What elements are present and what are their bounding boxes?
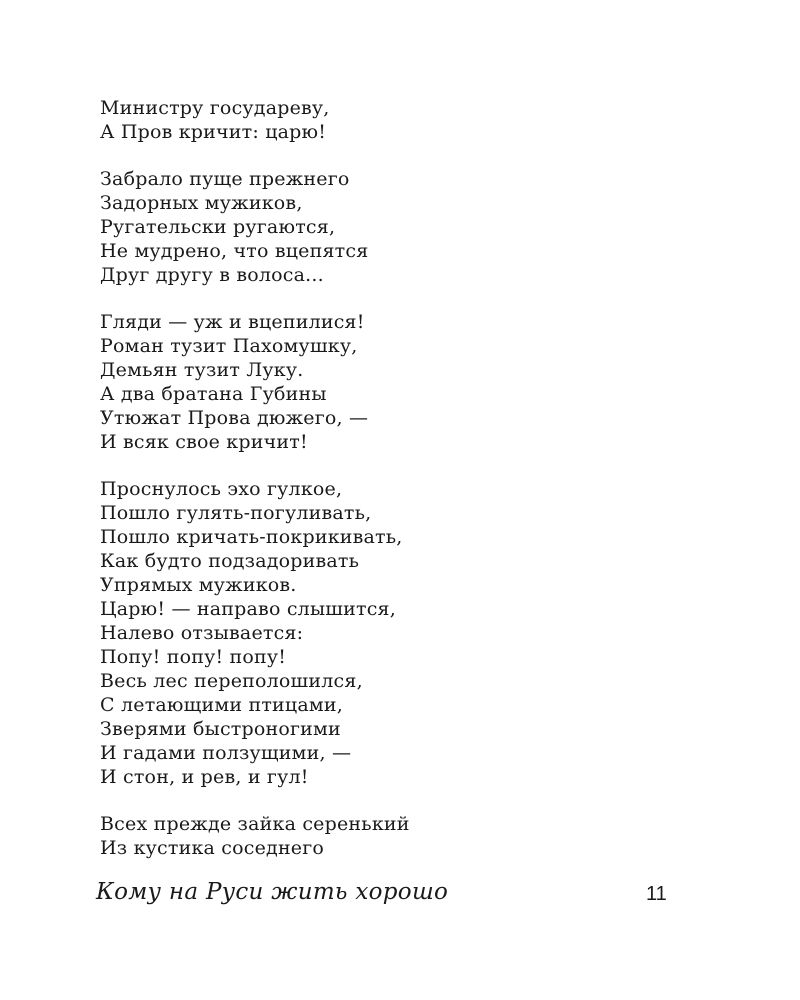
page-number: 11: [646, 883, 667, 905]
poem-text: [100, 96, 720, 883]
poem-line: И гадами ползущими, —: [100, 742, 352, 764]
stanza-5: [100, 812, 720, 860]
poem-line: Пошло гулять-погуливать,: [100, 502, 372, 524]
poem-line: Весь лес переполошился,: [100, 670, 363, 692]
poem-line: Забрало пуще прежнего: [100, 168, 350, 190]
poem-line: Налево отзывается:: [100, 622, 304, 644]
poem-line: Задорных мужиков,: [100, 192, 303, 214]
poem-line: А Пров кричит: царю!: [100, 121, 327, 143]
poem-line: А два братана Губины: [100, 383, 327, 405]
poem-line: Упрямых мужиков.: [100, 574, 297, 596]
poem-line: Как будто подзадоривать: [100, 550, 360, 572]
running-footer-title: Кому на Руси жить хорошо: [96, 879, 449, 905]
stanza-4: [100, 477, 720, 789]
stanza-3: [100, 310, 720, 454]
poem-line: Утюжат Прова дюжего, —: [100, 407, 369, 429]
poem-line: И всяк свое кричит!: [100, 431, 308, 453]
poem-line: Попу! попу! попу!: [100, 646, 287, 668]
poem-line: Друг другу в волоса...: [100, 264, 324, 286]
poem-line: Министру государеву,: [100, 97, 330, 119]
poem-line: Ругательски ругаются,: [100, 216, 336, 238]
poem-line: Зверями быстроногими: [100, 718, 341, 740]
poem-line: Царю! — направо слышится,: [100, 598, 396, 620]
poem-line: И стон, и рев, и гул!: [100, 766, 309, 788]
poem-line: С летающими птицами,: [100, 694, 343, 716]
poem-line: Всех прежде зайка серенький: [100, 813, 410, 835]
poem-line: Проснулось эхо гулкое,: [100, 478, 343, 500]
poem-line: Пошло кричать-покрикивать,: [100, 526, 403, 548]
stanza-1: [100, 96, 720, 144]
poem-line: Не мудрено, что вцепятся: [100, 240, 369, 262]
poem-line: Из кустика соседнего: [100, 837, 325, 859]
poem-line: Гляди — уж и вцепилися!: [100, 311, 365, 333]
stanza-2: [100, 167, 720, 287]
poem-line: Роман тузит Пахомушку,: [100, 335, 358, 357]
poem-line: Демьян тузит Луку.: [100, 359, 304, 381]
